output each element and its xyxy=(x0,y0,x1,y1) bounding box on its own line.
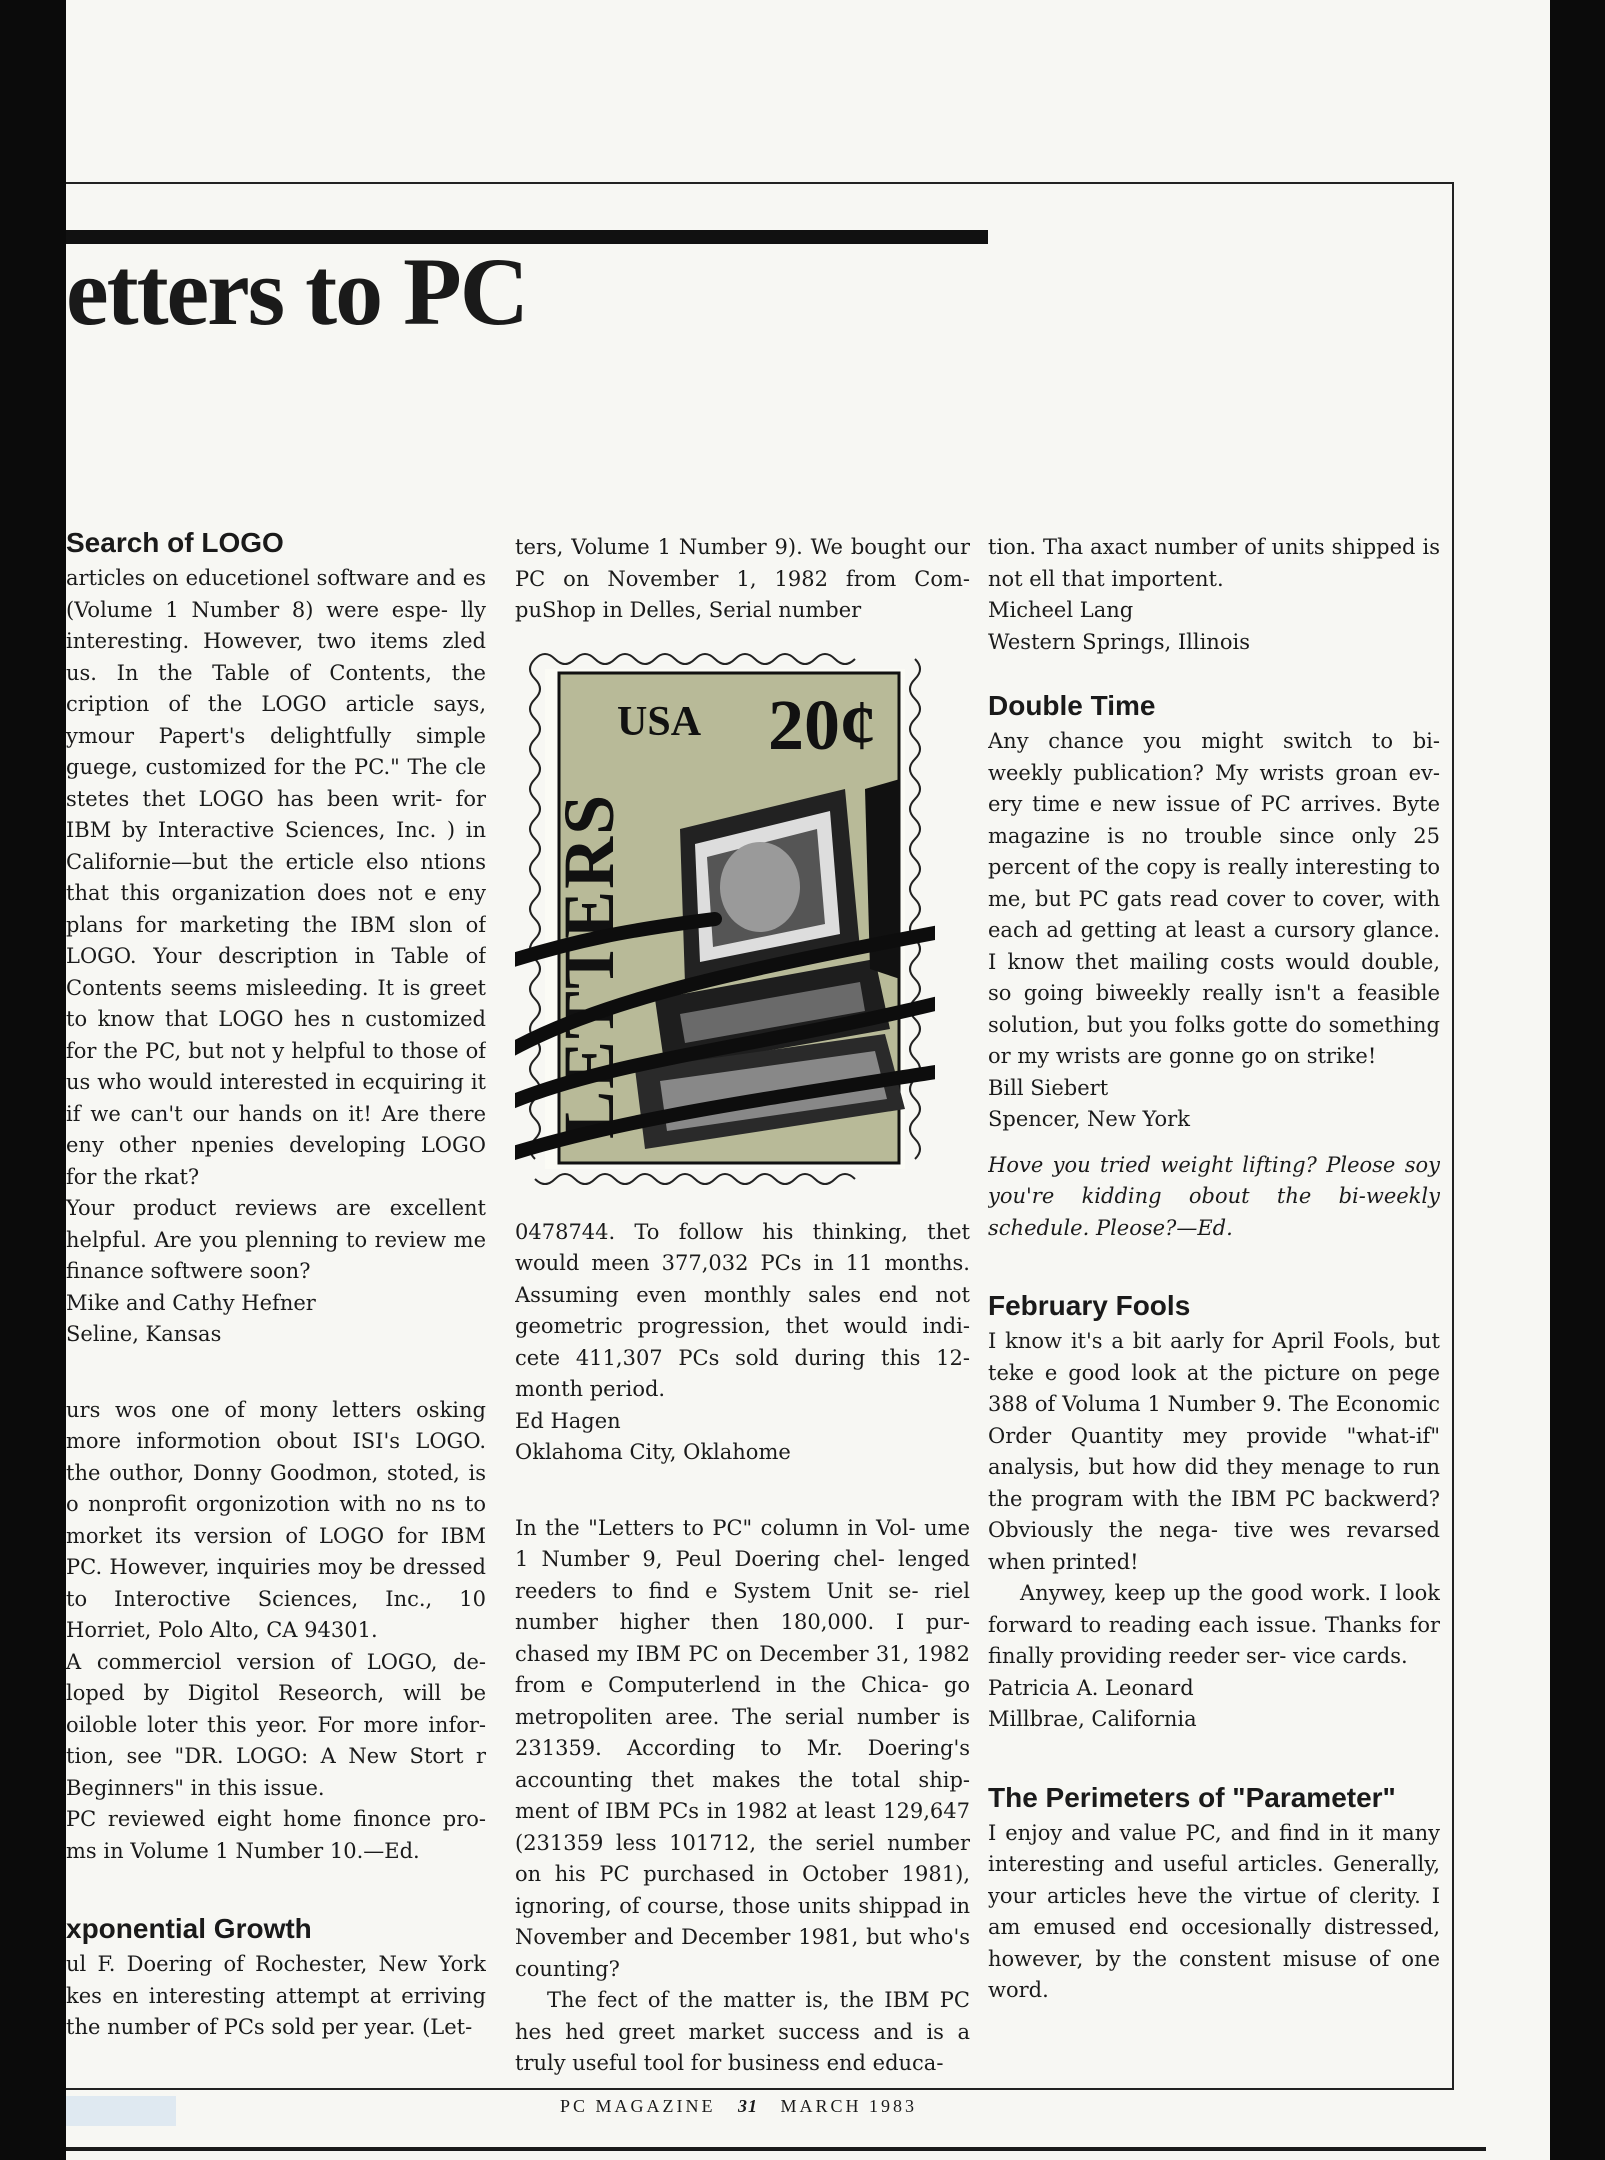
scan-artifact xyxy=(66,2096,176,2126)
letter-paragraph: Your product reviews are excellent helpful. Are you plenning to review me finance softwere soon? xyxy=(66,1196,486,1283)
signature-name: Micheel Lang xyxy=(988,598,1134,622)
letter-paragraph: articles on educetionel software and es (Volume 1 Number 8) were espe- lly interesting. However, two items zled us. In the Table of Contents, the cription of the LOGO article says, ymour Papert's delightfully simple guege, customized for the PC." The cle stetes thet LOGO has been writ- for IBM by Interactive Sciences, Inc. ) in Californie—but the erticle elso ntions that this organization does not e eny plans for marketing the IBM slon of LOGO. Your description in Table of Contents seems misleeding. It is greet to know that LOGO hes n customized for the PC, but not y helpful to those of us who would interested in ecquiring it if we can't our hands on it! Are there eny other npenies developing LOGO for the rkat? xyxy=(66,566,486,1189)
letter-paragraph: I know it's a bit aarly for April Fools, but teke e good look at the picture on pege 388 of Voluma 1 Number 9. The Economic Order Quantity mey provide "what-if" analysis, but how did they menage to run the program with the IBM PC backwerd? Obviously the nega- tive wes revarsed when printed! xyxy=(988,1329,1440,1574)
letter-paragraph: ul F. Doering of Rochester, New York kes en interesting attempt at erriving the number of PCs sold per year. (Let- xyxy=(66,1952,486,2039)
signature-location: Millbrae, California xyxy=(988,1707,1197,1731)
editor-reply: urs wos one of mony letters osking more informotion obout ISI's LOGO. the outhor, Donny Goodmon, stoted, is o nonprofit orgonizotion with no ns to morket its version of LOGO for IBM PC. However, inquiries moy be dressed to Interoctive Sciences, Inc., 10 Horriet, Polo Alto, CA 94301. xyxy=(66,1397,486,1642)
column-2 xyxy=(515,532,970,2087)
stamp-country: USA xyxy=(617,698,702,745)
signature-location: Spencer, New York xyxy=(988,1107,1190,1131)
signature-name: Patricia A. Leonard xyxy=(988,1675,1194,1700)
bottom-rule xyxy=(66,2147,1486,2151)
signature-location: Oklahoma City, Oklahome xyxy=(515,1440,791,1464)
stamp-side-text: LETTERS xyxy=(549,792,629,1139)
letter-paragraph: I enjoy and value PC, and find in it many interesting and useful articles. Generally, your articles heve the virtue of clerity. I am emused end occesionally distressed, however, by the constent misuse of one word. xyxy=(988,1820,1440,2002)
stamp-value: 20¢ xyxy=(768,684,876,765)
letter-paragraph: ters, Volume 1 Number 9). We bought our PC on November 1, 1982 from Com- puShop in Delles, Serial number xyxy=(515,535,970,622)
letters-stamp-illustration xyxy=(515,639,935,1199)
footer-page-number: 31 xyxy=(738,2096,759,2116)
column-3 xyxy=(988,532,1440,2087)
page-edge-shadow xyxy=(1550,0,1605,2160)
heading-double-time: Double Time xyxy=(988,690,1156,721)
letter-paragraph: Any chance you might switch to bi- weekly publication? My wrists groan ev- ery time e new issue of PC arrives. Byte magazine is no trouble since only 25 percent of the copy is really interesting to me, but PC gats read cover to cover, with each ad getting at least a cursory glance. I know thet mailing costs would double, so going biweekly really isn't a feasible solution, but you folks gotte do something or my wrists are gonne go on strike! xyxy=(988,729,1440,1068)
stamp-svg xyxy=(515,639,935,1199)
binding-shadow xyxy=(0,0,66,2160)
letter-paragraph: In the "Letters to PC" column in Vol- ume 1 Number 9, Peul Doering chel- lenged reeders to find e System Unit se- riel number higher then 180,000. I pur- chased my IBM PC on December 31, 1982 from e Computerlend in the Chica- go metropoliten aree. The serial number is 231359. According to Mr. Doering's accounting thet makes the total ship- ment of IBM PCs in 1982 at least 129,647 (231359 less 101712, the seriel number on his PC purchased in October 1981), ignoring, of course, those units shippad in November and December 1981, but who's counting? xyxy=(515,1515,970,1981)
letter-paragraph: 0478744. To follow his thinking, thet would meen 377,032 PCs in 11 months. Assuming even monthly sales end not geometric progression, thet would indi- cete 411,307 PCs sold during this 12- month period. xyxy=(515,1219,970,1401)
footer-date: MARCH 1983 xyxy=(780,2096,918,2116)
page-title: etters to PC xyxy=(66,238,528,345)
editor-reply: A commerciol version of LOGO, de- loped by Digitol Reseorch, will be oiloble loter this yeor. For more infor- tion, see "DR. LOGO: A New Stort r Beginners" in this issue. xyxy=(66,1649,486,1800)
column-1 xyxy=(66,525,486,2085)
signature-location: Western Springs, Illinois xyxy=(988,629,1250,654)
letter-paragraph: Anywey, keep up the good work. I look forward to reading each issue. Thanks for finally providing reeder ser- vice cards. xyxy=(988,1581,1440,1668)
signature-name: Mike and Cathy Hefner xyxy=(66,1290,316,1315)
heading-perimeters-of-parameter: The Perimeters of "Parameter" xyxy=(988,1781,1396,1813)
editor-reply: PC reviewed eight home finonce pro- ms in Volume 1 Number 10.—Ed. xyxy=(66,1807,486,1863)
heading-search-of-logo: Search of LOGO xyxy=(66,527,284,558)
letter-paragraph: The fect of the matter is, the IBM PC hes hed greet market success and is a truly useful tool for business end educa- xyxy=(515,1988,970,2075)
heading-february-fools: February Fools xyxy=(988,1290,1191,1321)
heading-exponential-growth: xponential Growth xyxy=(66,1913,312,1944)
page-footer xyxy=(560,2096,917,2117)
editor-reply: Hove you tried weight lifting? Pleose soy you're kidding obout the bi-weekly schedule. Pleose?—Ed. xyxy=(988,1152,1440,1240)
signature-name: Bill Siebert xyxy=(988,1075,1109,1100)
signature-name: Ed Hagen xyxy=(515,1408,621,1433)
footer-magazine: PC MAGAZINE xyxy=(560,2096,716,2116)
signature-location: Seline, Kansas xyxy=(66,1322,222,1346)
letter-paragraph: tion. Tha axact number of units shipped is not ell that importent. xyxy=(988,535,1440,591)
